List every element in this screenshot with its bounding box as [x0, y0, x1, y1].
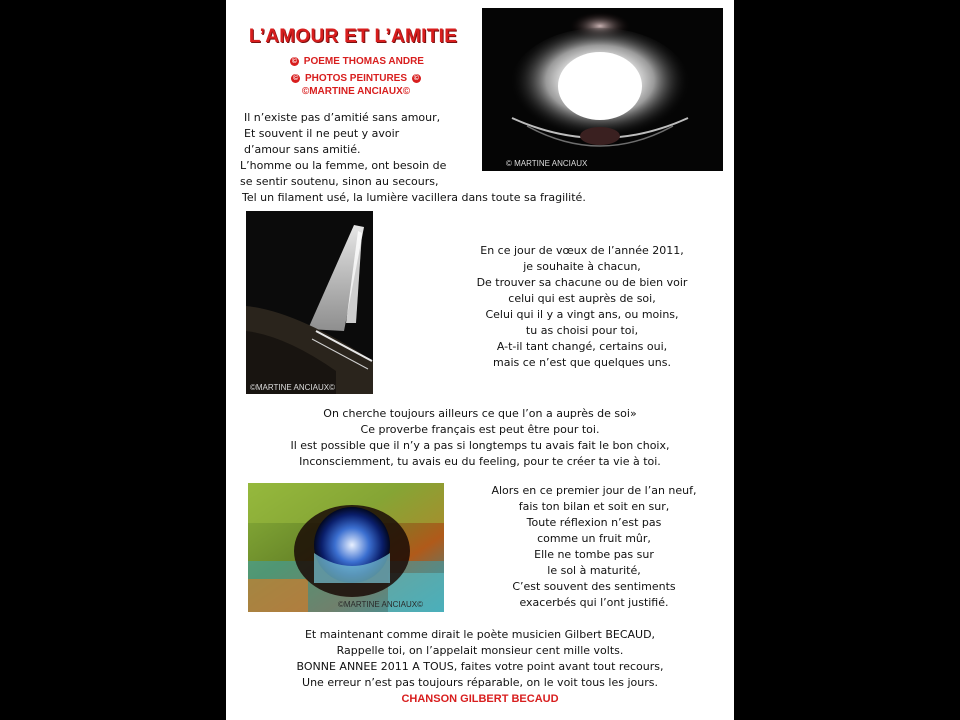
beam-photo-caption: ©MARTINE ANCIAUX© [250, 383, 335, 392]
song-link[interactable]: CHANSON GILBERT BECAUD [401, 693, 559, 705]
stanza-5 [226, 627, 734, 691]
stanza-2-line: mais ce n’est que quelques uns. [493, 356, 671, 369]
stanza-1-line: d’amour sans amitié. [244, 143, 361, 156]
stanza-4-line: exacerbés qui l’ont justifié. [519, 596, 669, 609]
stanza-2-line: je souhaite à chacun, [523, 260, 641, 273]
stanza-2-line: Celui qui il y a vingt ans, ou moins, [485, 308, 679, 321]
painting-art [248, 483, 444, 612]
stanza-2-line: De trouver sa chacune ou de bien voir [476, 276, 688, 289]
light-photo-caption: © MARTINE ANCIAUX [506, 159, 588, 168]
credit-photos [256, 73, 456, 84]
stanza-3-line: Il est possible que il n’y a pas si longtemps tu avais fait le bon choix, [290, 439, 670, 452]
copyright-icon: © [413, 75, 419, 82]
stanza-1-line: Et souvent il ne peut y avoir [244, 127, 400, 140]
credit-artist: ©MARTINE ANCIAUX© [301, 86, 411, 97]
page-title: L’AMOUR ET L’AMITIE [248, 26, 458, 47]
beam-photo-art [246, 211, 373, 394]
stanza-3 [226, 406, 734, 470]
stanza-5-line: Et maintenant comme dirait le poète musicien Gilbert BECAUD, [304, 628, 656, 641]
stanza-5-line: Une erreur n’est pas toujours réparable, on le voit tous les jours. [302, 676, 658, 689]
credit-poem [256, 56, 456, 67]
credit-poem-text: POEME THOMAS ANDRE [303, 56, 424, 67]
stanza-2 [412, 243, 752, 371]
stanza-4-line: fais ton bilan et soit en sur, [518, 500, 670, 513]
stanza-2-line: A-t-il tant changé, certains oui, [496, 340, 668, 353]
stanza-2-line: En ce jour de vœux de l’année 2011, [480, 244, 684, 257]
stanza-1 [240, 110, 586, 206]
stanza-4-line: Toute réflexion n’est pas [526, 516, 662, 529]
stanza-3-line: Inconsciemment, tu avais eu du feeling, pour te créer ta vie à toi. [299, 455, 661, 468]
beam-photo [246, 211, 373, 394]
stanza-4-line: Elle ne tombe pas sur [534, 548, 654, 561]
stanza-5-line: Rappelle toi, on l’appelait monsieur cent mille volts. [336, 644, 624, 657]
stanza-4-line: le sol à maturité, [547, 564, 641, 577]
copyright-icon: © [291, 58, 298, 65]
painting-image [248, 483, 444, 612]
stanza-4 [456, 483, 732, 611]
stanza-1-line: se sentir soutenu, sinon au secours, [240, 175, 439, 188]
stanza-5-line: BONNE ANNEE 2011 A TOUS, faites votre point avant tout recours, [296, 660, 664, 673]
credit-photos-text: PHOTOS PEINTURES [304, 73, 408, 84]
stanza-4-line: Alors en ce premier jour de l’an neuf, [491, 484, 697, 497]
copyright-icon: © [293, 75, 299, 82]
painting-caption: ©MARTINE ANCIAUX© [338, 600, 423, 609]
stanza-4-line: C’est souvent des sentiments [512, 580, 676, 593]
stanza-1-line: Tel un filament usé, la lumière vacillera dans toute sa fragilité. [242, 191, 586, 204]
stanza-1-line: L’homme ou la femme, ont besoin de [240, 159, 447, 172]
stanza-2-line: celui qui est auprès de soi, [508, 292, 656, 305]
stanza-2-line: tu as choisi pour toi, [525, 324, 639, 337]
stanza-1-line: Il n’existe pas d’amitié sans amour, [244, 111, 441, 124]
stanza-3-line: Ce proverbe français est peut être pour toi. [360, 423, 600, 436]
stanza-4-line: comme un fruit mûr, [537, 532, 651, 545]
stanza-3-line: On cherche toujours ailleurs ce que l’on a auprès de soi» [323, 407, 637, 420]
poem-page [226, 0, 734, 720]
